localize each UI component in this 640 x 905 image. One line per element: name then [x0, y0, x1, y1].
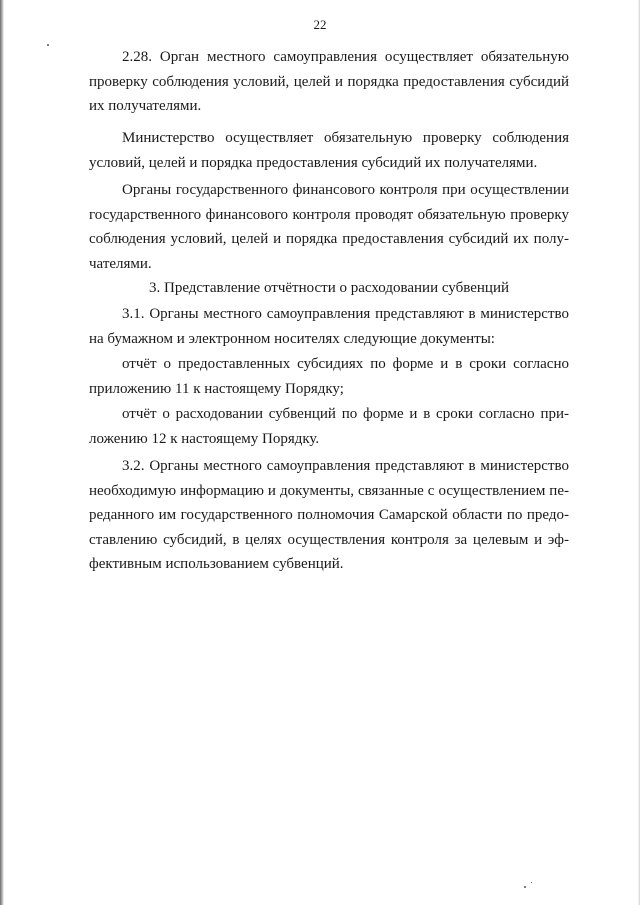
paragraph-line: отчёт о расходовании субвенций по форме и в сроки согласно при- — [122, 406, 569, 422]
paragraph-line: 2.28. Орган местного самоуправления осуществляет обязательную — [122, 49, 569, 65]
scan-edge-left — [0, 0, 4, 905]
section-3-heading — [89, 276, 569, 301]
paragraph-line: условий, целей и порядка предоставления субсидий их получателями. — [89, 154, 538, 171]
paragraph-2-28 — [89, 45, 569, 119]
scan-speck — [524, 886, 526, 888]
paragraph-3-2 — [89, 454, 569, 577]
scan-speck — [47, 44, 49, 46]
paragraph-line: приложению 11 к настоящему Порядку; — [89, 380, 344, 397]
paragraph-3-1 — [89, 302, 569, 351]
section-title: 3. Представление отчётности о расходовании субвенций — [149, 280, 509, 296]
paragraph-line: ложению 12 к настоящему Порядку. — [89, 430, 320, 447]
paragraph-line: 3.1. Органы местного самоуправления представляют в министерство — [122, 306, 569, 322]
paragraph-line: реданного им государственного полномочия Самарской области по предо- — [89, 507, 569, 523]
page-number: 22 — [313, 17, 327, 32]
paragraph-line: на бумажном и электронном носителях следующие документы: — [89, 330, 495, 347]
paragraph-line: государственного финансового контроля проводят обязательную проверку — [89, 206, 569, 223]
paragraph-line: Органы государственного финансового контроля при осуществлении — [122, 182, 569, 198]
paragraph-line: ставлению субсидий, в целях осуществления контроля за целевым и эф- — [89, 531, 569, 548]
paragraph-line: 3.2. Органы местного самоуправления представляют в министерство — [122, 458, 569, 474]
paragraph-financial-control — [89, 178, 569, 276]
paragraph-ministry-check — [89, 126, 569, 175]
paragraph-line: чателями. — [89, 255, 152, 272]
paragraph-line: необходимую информацию и документы, связанные с осуществлением пе- — [89, 482, 569, 499]
paragraph-line: отчёт о предоставленных субсидиях по форме и в сроки согласно — [122, 356, 569, 372]
paragraph-report-subsidies — [89, 352, 569, 401]
paragraph-line: проверку соблюдения условий, целей и порядка предоставления субсидий — [89, 73, 569, 90]
paragraph-line: фективным использованием субвенций. — [89, 556, 344, 572]
paragraph-line: Министерство осуществляет обязательную проверку соблюдения — [122, 130, 569, 146]
paragraph-line: соблюдения условий, целей и порядка предоставления субсидий их полу- — [89, 231, 569, 247]
paragraph-line: их получателями. — [89, 98, 202, 114]
scan-speck — [531, 882, 532, 883]
paragraph-report-subventions — [89, 402, 569, 451]
